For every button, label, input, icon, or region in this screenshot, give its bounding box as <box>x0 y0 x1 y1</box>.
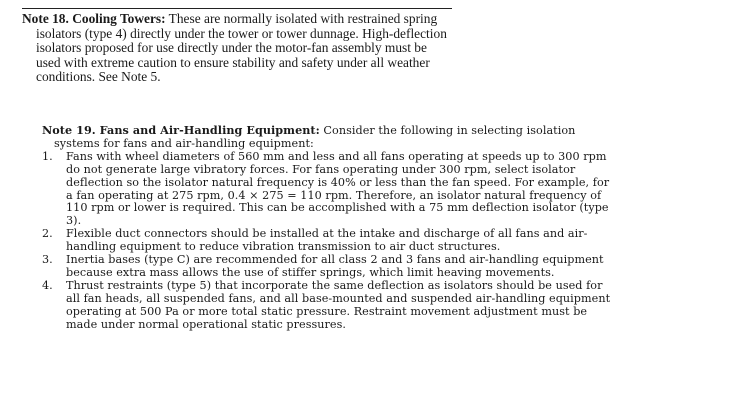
list-item-number: 3. <box>42 253 53 267</box>
list-item <box>42 151 614 228</box>
note-18-section <box>22 8 452 85</box>
note-18-paragraph <box>22 12 452 85</box>
list-item-number: 2. <box>42 227 53 241</box>
list-item <box>42 254 614 280</box>
note-18-body: These are normally isolated with restrained spring isolators (type 4) directly under the tower or tower dunnage. High-deflection isolators proposed for use directly under the motor-fan assembly must be used with extreme caution to ensure stability and safety under all weather conditions. See Note 5. <box>36 11 447 85</box>
list-item <box>42 280 614 332</box>
note-19-intro <box>42 124 614 151</box>
note-19-list <box>42 151 614 332</box>
note-18-heading: Note 18. Cooling Towers: <box>22 11 166 26</box>
list-item-text: Flexible duct connectors should be installed at the intake and discharge of all fans and air-handling equipment to reduce vibration transmission to air duct structures. <box>66 227 588 254</box>
list-item <box>42 228 614 254</box>
list-item-text: Fans with wheel diameters of 560 mm and less and all fans operating at speeds up to 300 rpm do not generate large vibratory forces. For fans operating under 300 rpm, select isolator deflection so the isolator natural frequency is 40% or less than the fan speed. For example, for a fan operating at 275 rpm, 0.4 × 275 = 110 rpm. Therefore, an isolator natural frequency of 110 rpm or lower is required. This can be accomplished with a 75 mm deflection isolator (type 3). <box>66 149 610 228</box>
list-item-number: 4. <box>42 278 53 292</box>
list-item-text: Inertia bases (type C) are recommended for all class 2 and 3 fans and air-handling equipment because extra mass allows the use of stiffer springs, which limit heaving movements. <box>66 253 604 279</box>
list-item-text: Thrust restraints (type 5) that incorporate the same deflection as isolators should be used for all fan heads, all suspended fans, and all base-mounted and suspended air-handling equipment operating at 500 Pa or more total static pressure. Restraint movement adjustment must be made under normal operational static pressures. <box>66 278 611 331</box>
list-item-number: 1. <box>42 149 53 163</box>
note-19-body: Consider the following in selecting isolation systems for fans and air-handling equipment: <box>54 124 576 150</box>
note-19-heading: Note 19. Fans and Air-Handling Equipment: <box>42 123 320 137</box>
note-19-section <box>42 124 614 332</box>
